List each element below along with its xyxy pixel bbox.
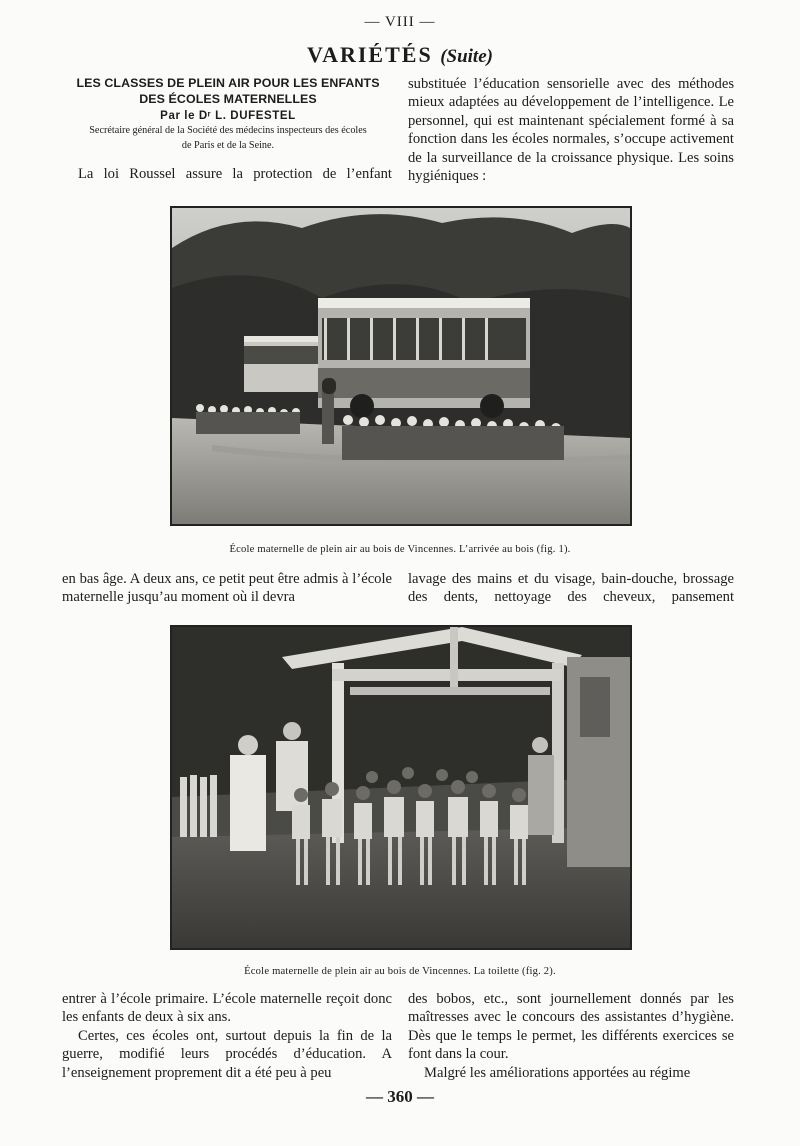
left-column-bottom	[62, 990, 392, 1082]
paragraph: La loi Roussel assure la protection de l’enfant	[78, 166, 392, 182]
page-number: — 360 —	[366, 1087, 434, 1106]
photo-bus-arrival-illustration	[172, 208, 630, 524]
paragraph: substituée l’éducation sensorielle avec des méthodes mieux adaptées au développement de l’intelligence. Le personnel, qui est maintenant spécialement formé à sa fonction dans les écoles normales, s’occupe activement de la surveillance de la croissance physique. Les soins hygiéniques :	[408, 76, 734, 185]
left-column-top	[62, 165, 392, 183]
section-suffix: (Suite)	[440, 46, 493, 67]
author-affiliation-line-2: de Paris et de la Seine.	[181, 140, 275, 151]
figure-1-photo	[170, 206, 632, 526]
paragraph: en bas âge. A deux ans, ce petit peut être admis à l’école maternelle jusqu’au moment où il devra	[62, 571, 392, 606]
article-title-line-1: LES CLASSES DE PLEIN AIR POUR LES ENFANTS	[76, 76, 380, 90]
right-column-bottom	[408, 990, 734, 1082]
article-author: Par le Dʳ L. DUFESTEL	[160, 110, 296, 122]
author-affiliation-line-1: Secrétaire général de la Société des médecins inspecteurs des écoles	[89, 125, 367, 136]
figure-2-photo	[170, 625, 632, 950]
article-header	[62, 76, 394, 152]
roman-folio: — VIII —	[364, 14, 436, 30]
left-column-middle	[62, 570, 392, 607]
article-title-line-2: DES ÉCOLES MATERNELLES	[139, 91, 317, 106]
right-column-top	[408, 75, 734, 185]
paragraph: des bobos, etc., sont journellement donnés par les maîtresses avec le concours des assistantes d’hygiène. Dès que le temps le permet, les différents exercices se font dans la cour.	[408, 991, 734, 1063]
section-title	[0, 42, 800, 68]
right-column-middle	[408, 570, 734, 607]
paragraph: lavage des mains et du visage, bain-douche, brossage des dents, nettoyage des cheveux, pansement	[408, 571, 734, 606]
figure-1-caption: École maternelle de plein air au bois de Vincennes. L’arrivée au bois (fig. 1).	[229, 544, 571, 555]
paragraph: entrer à l’école primaire. L’école maternelle reçoit donc les enfants de deux à six ans.	[62, 991, 392, 1026]
section-name: VARIÉTÉS	[307, 42, 433, 67]
paragraph: Malgré les améliorations apportées au régime	[424, 1064, 691, 1081]
photo-washing-illustration	[172, 627, 630, 948]
paragraph: Certes, ces écoles ont, surtout depuis la fin de la guerre, modifié leurs procédés d’éducation. A l’enseignement proprement dit a été peu à peu	[62, 1027, 392, 1081]
figure-2-caption: École maternelle de plein air au bois de Vincennes. La toilette (fig. 2).	[244, 966, 556, 977]
